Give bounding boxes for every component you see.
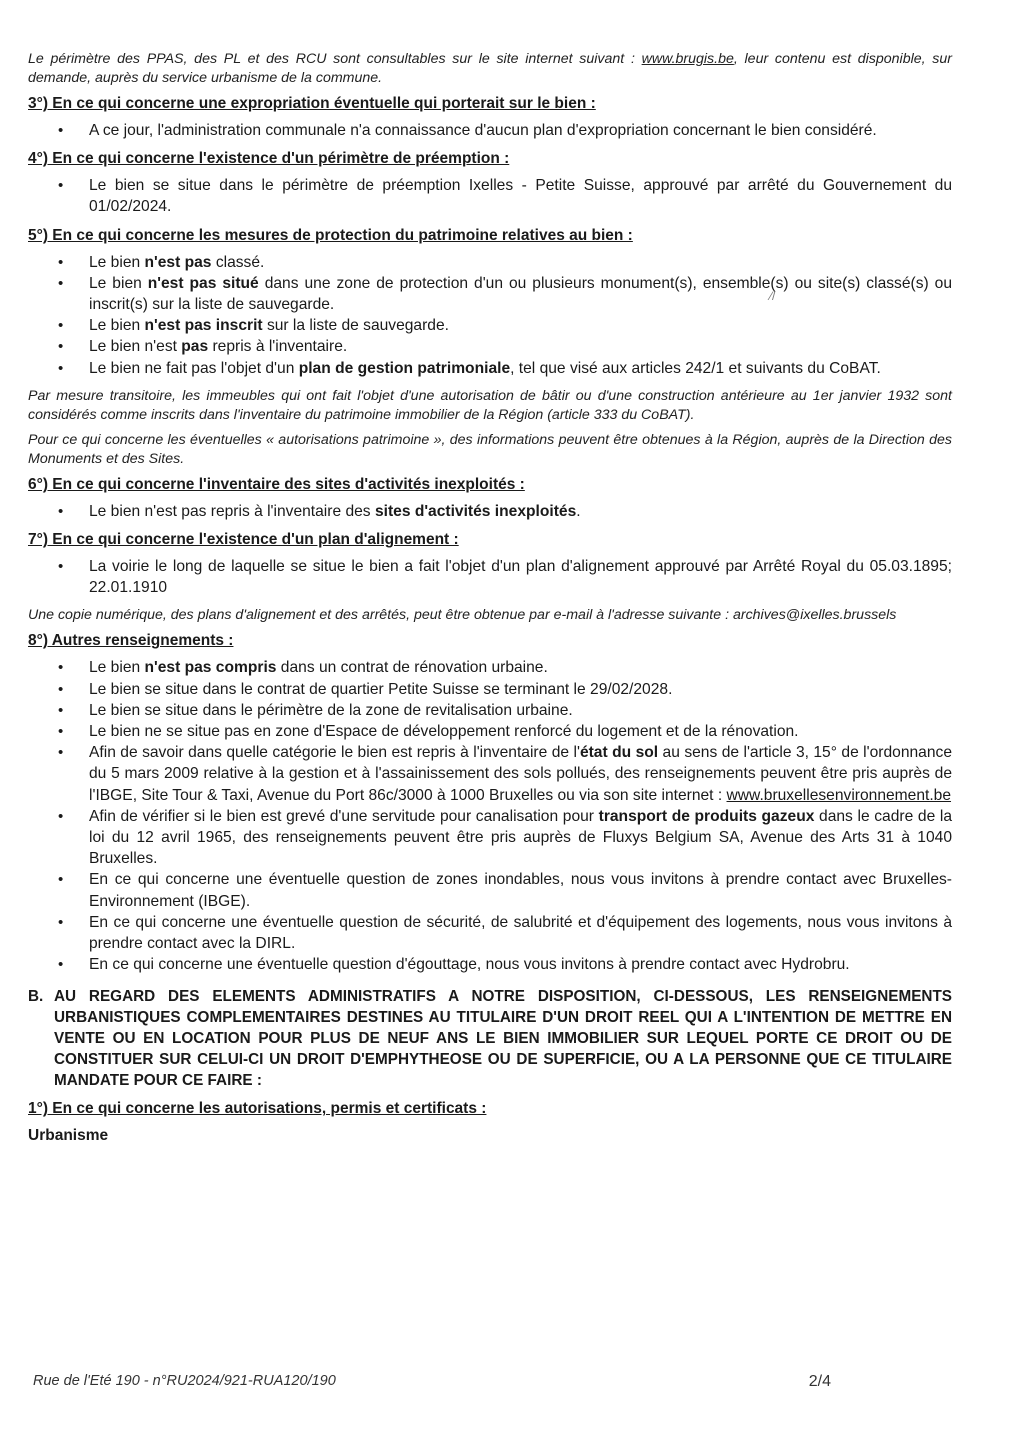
intro-note: Le périmètre des PPAS, des PL et des RCU sont consultables sur le site internet suivant : www.brugis.be, leur contenu est disponible, sur demande, auprès du service urbanisme de la commune.	[28, 51, 952, 86]
list-item: • Afin de vérifier si le bien est grevé d'une servitude pour canalisation pour transport de produits gazeux dans le cadre de la loi du 12 avril 1965, des renseignements peuvent être pris auprès de Fluxys Belgium SA, Avenue des Arts 31 à 1040 Bruxelles.	[28, 806, 952, 870]
list-autres	[28, 657, 952, 975]
list-sites-inexploites	[28, 501, 952, 522]
list-item: • En ce qui concerne une éventuelle question de zones inondables, nous vous invitons à prendre contact avec Bruxelles-Environnement (IBGE).	[28, 869, 952, 911]
brugis-link[interactable]: www.brugis.be	[641, 51, 734, 67]
list-expropriation	[28, 120, 952, 141]
page-number: 2/4	[808, 1373, 831, 1390]
list-item: • Le bien n'est pas classé.	[28, 252, 952, 273]
list-patrimoine	[28, 252, 952, 379]
heading-patrimoine: 5°) En ce qui concerne les mesures de protection du patrimoine relatives au bien :	[28, 226, 633, 244]
bruxelles-environnement-link[interactable]: www.bruxellesenvironnement.be	[726, 786, 952, 804]
list-item: • Le bien n'est pas compris dans un contrat de rénovation urbaine.	[28, 657, 952, 678]
list-item: • Le bien se situe dans le contrat de quartier Petite Suisse se terminant le 29/02/2028.	[28, 679, 952, 700]
heading-autres: 8°) Autres renseignements :	[28, 632, 234, 650]
heading-autorisations: 1°) En ce qui concerne les autorisations, permis et certificats :	[28, 1100, 487, 1118]
list-alignement	[28, 556, 952, 598]
document-page	[28, 50, 952, 1145]
list-item: • A ce jour, l'administration communale n'a connaissance d'aucun plan d'expropriation concernant le bien considéré.	[28, 120, 952, 141]
patrimoine-note: Pour ce qui concerne les éventuelles « autorisations patrimoine », des informations peuvent être obtenues à la Région, auprès de la Direction des Monuments et des Sites.	[28, 431, 952, 467]
list-item: • Le bien n'est pas repris à l'inventaire.	[28, 336, 952, 357]
alignement-note: Une copie numérique, des plans d'alignement et des arrêtés, peut être obtenue par e-mail à l'adresse suivante : archives@ixelles.brussels	[28, 607, 897, 624]
list-item: • Le bien se situe dans le périmètre de la zone de revitalisation urbaine.	[28, 700, 952, 721]
list-item: • Afin de savoir dans quelle catégorie le bien est repris à l'inventaire de l'état du sol au sens de l'article 3, 15° de l'ordonnance du 5 mars 2009 relative à la gestion et à l'assainissement des sols pollués, des renseignements peuvent être pris auprès de l'IBGE, Site Tour & Taxi, Avenue du Port 86c/3000 à 1000 Bruxelles ou via son site internet : www.bruxellesenvironnement.be	[28, 742, 952, 806]
list-item: • Le bien n'est pas inscrit sur la liste de sauvegarde.	[28, 315, 952, 336]
subheading-urbanisme: Urbanisme	[28, 1127, 109, 1145]
list-preemption	[28, 175, 952, 217]
list-item: • En ce qui concerne une éventuelle question d'égouttage, nous vous invitons à prendre contact avec Hydrobru.	[28, 954, 952, 975]
section-b-letter: B.	[28, 988, 44, 1006]
list-item: • Le bien n'est pas situé dans une zone de protection d'un ou plusieurs monument(s), ensemble(s) ou site(s) classé(s) ou inscrit(s) sur la liste de sauvegarde.	[28, 273, 952, 315]
list-item: • Le bien n'est pas repris à l'inventaire des sites d'activités inexploités.	[28, 501, 952, 522]
heading-alignement: 7°) En ce qui concerne l'existence d'un plan d'alignement :	[28, 531, 459, 549]
footer-reference: Rue de l'Eté 190 - n°RU2024/921-RUA120/190	[33, 1373, 336, 1389]
page-footer	[33, 1373, 831, 1389]
section-b-text: AU REGARD DES ELEMENTS ADMINISTRATIFS A NOTRE DISPOSITION, CI-DESSOUS, LES RENSEIGNEMENTS URBANISTIQUES COMPLEMENTAIRES DESTINES AU TITULAIRE D'UN DROIT REEL QUI A L'INTENTION DE METTRE EN VENTE OU EN LOCATION POUR PLUS DE NEUF ANS LE BIEN IMMOBILIER SUR LEQUEL PORTE CE DROIT OU DE CONSTITUER SUR CELUI-CI UN DROIT D'EMPHYTHEOSE OU DE SUPERFICIE, OU A LA PERSONNE QUE CE TITULAIRE MANDATE POUR CE FAIRE :	[54, 988, 952, 1089]
list-item: • En ce qui concerne une éventuelle question de sécurité, de salubrité et d'équipement des logements, nous vous invitons à prendre contact avec la DIRL.	[28, 912, 952, 954]
heading-sites-inexploites: 6°) En ce qui concerne l'inventaire des sites d'activités inexploités :	[28, 475, 525, 493]
list-item: • Le bien ne se situe pas en zone d'Espace de développement renforcé du logement et de la rénovation.	[28, 721, 952, 742]
list-item: • La voirie le long de laquelle se situe le bien a fait l'objet d'un plan d'alignement approuvé par Arrêté Royal du 05.03.1895; 22.01.1910	[28, 556, 952, 598]
heading-expropriation: 3°) En ce qui concerne une expropriation éventuelle qui porterait sur le bien :	[28, 95, 596, 112]
list-item: • Le bien ne fait pas l'objet d'un plan de gestion patrimoniale, tel que visé aux articles 242/1 et suivants du CoBAT.	[28, 358, 952, 379]
scan-mark: ⁄/	[770, 289, 776, 303]
heading-preemption: 4°) En ce qui concerne l'existence d'un périmètre de préemption :	[28, 150, 510, 168]
transitional-note: Par mesure transitoire, les immeubles qui ont fait l'objet d'une autorisation de bâtir ou d'une construction antérieure au 1er janvier 1932 sont considérés comme inscrits dans l'inventaire du patrimoine immobilier de la Région (article 333 du CoBAT).	[28, 387, 952, 423]
section-b-heading	[28, 987, 952, 1091]
list-item: • Le bien se situe dans le périmètre de préemption Ixelles - Petite Suisse, approuvé par arrêté du Gouvernement du 01/02/2024.	[28, 175, 952, 217]
